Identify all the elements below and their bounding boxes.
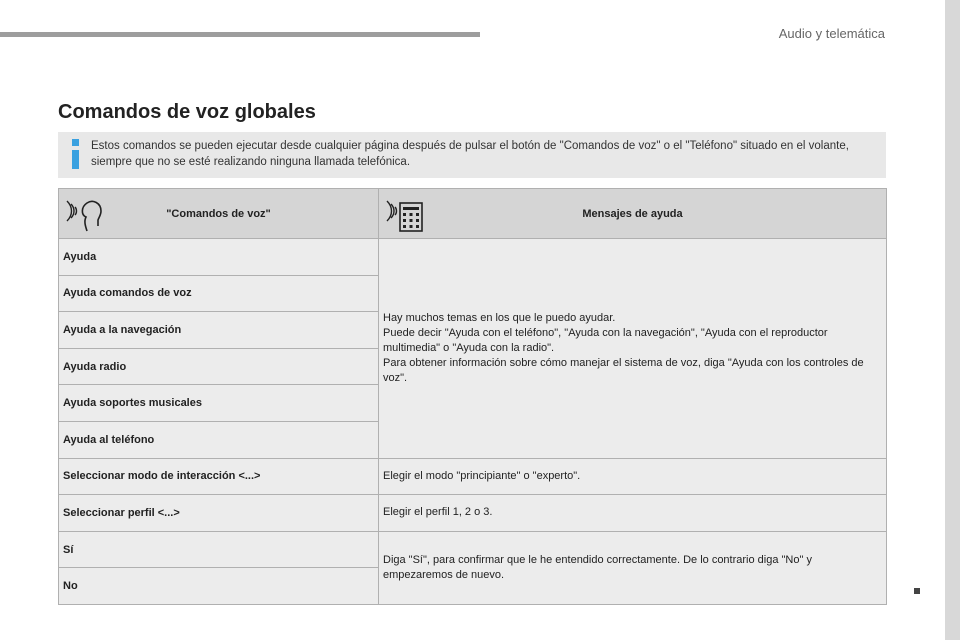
info-box [58, 132, 886, 178]
help-message-cell: Elegir el perfil 1, 2 o 3. [379, 495, 887, 532]
page-end-marker [914, 588, 920, 594]
command-cell: Ayuda comandos de voz [59, 275, 379, 312]
help-message-cell: Elegir el modo "principiante" o "experto". [379, 458, 887, 495]
voice-commands-table [58, 188, 887, 605]
command-cell: Ayuda a la navegación [59, 312, 379, 349]
help-message-line: Para obtener información sobre cómo manejar el sistema de voz, diga "Ayuda con los controles de voz". [383, 356, 864, 384]
header-label-help: Mensajes de ayuda [582, 207, 683, 220]
command-cell: Sí [59, 531, 379, 568]
help-message-cell: Diga "Sí", para confirmar que le he entendido correctamente. De lo contrario diga "No" y empezaremos de nuevo. [379, 531, 887, 604]
command-cell: Ayuda soportes musicales [59, 385, 379, 422]
command-cell: Seleccionar modo de interacción <...> [59, 458, 379, 495]
voice-keypad-icon [385, 195, 425, 235]
info-icon [72, 139, 80, 169]
command-cell: Ayuda radio [59, 348, 379, 385]
page-title: Comandos de voz globales [58, 101, 316, 123]
page-edge-strip [945, 0, 960, 640]
table-row [59, 495, 887, 532]
command-cell: Ayuda al teléfono [59, 421, 379, 458]
table-header-row [59, 189, 887, 239]
column-header-commands [59, 189, 379, 239]
column-header-help [379, 189, 887, 239]
command-cell: Ayuda [59, 239, 379, 276]
header-rule [0, 32, 480, 37]
table-row [59, 239, 887, 276]
command-cell: Seleccionar perfil <...> [59, 495, 379, 532]
command-cell: No [59, 568, 379, 605]
voice-command-icon [65, 195, 105, 235]
header-label-commands: "Comandos de voz" [166, 207, 271, 220]
table-row [59, 458, 887, 495]
section-title: Audio y telemática [778, 26, 885, 41]
info-text: Estos comandos se pueden ejecutar desde cualquier página después de pulsar el botón de "Comandos de voz" o el "Teléfono" situado en el volante, siempre que no se esté realizando ninguna llamada telefónica. [91, 140, 849, 168]
help-message-cell [379, 239, 887, 459]
help-message-line: Hay muchos temas en los que le puedo ayudar. [383, 311, 616, 324]
table-row [59, 531, 887, 568]
help-message-line: Puede decir "Ayuda con el teléfono", "Ayuda con la navegación", "Ayuda con el reproductor multimedia" o "Ayuda con la radio". [383, 326, 828, 354]
